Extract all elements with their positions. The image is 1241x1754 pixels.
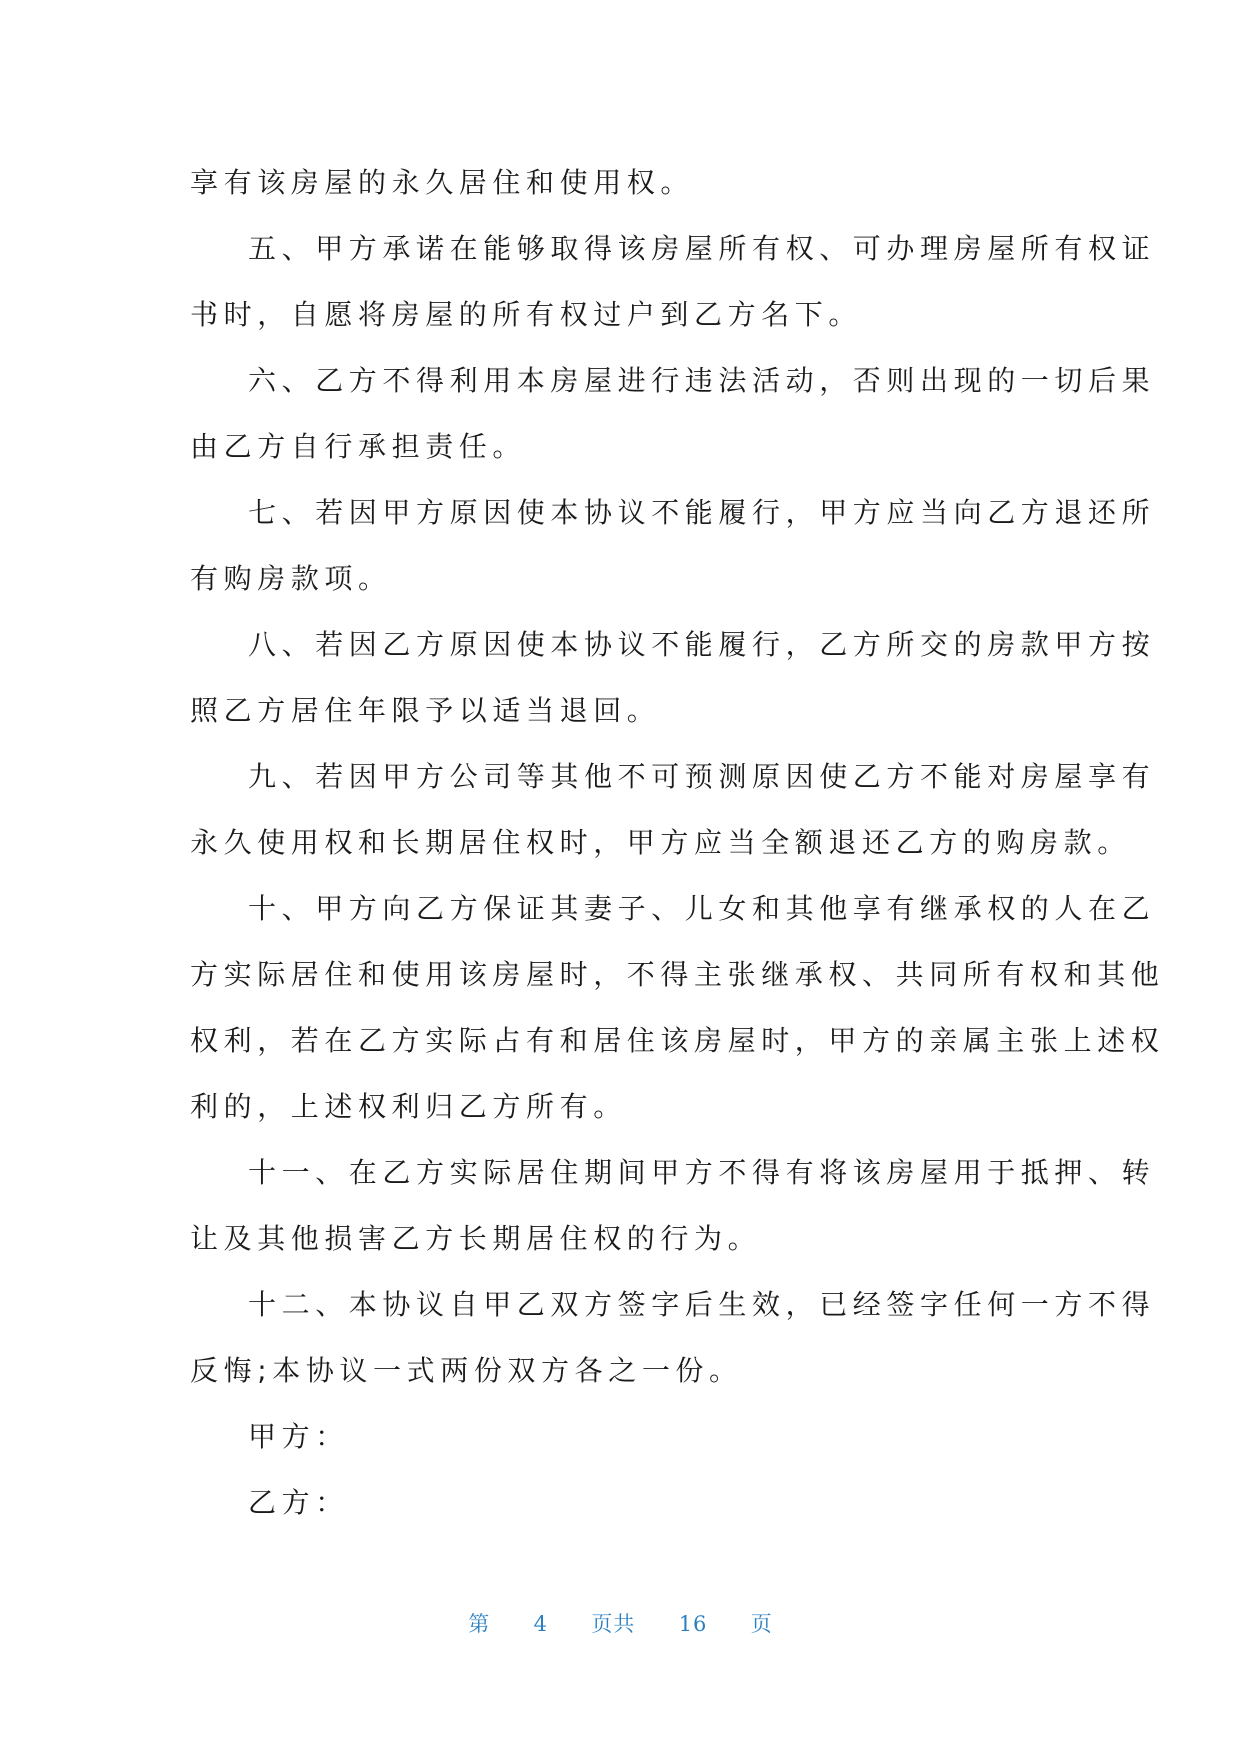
paragraph-clause-7 xyxy=(190,480,1156,612)
text-line: 九、若因甲方公司等其他不可预测原因使乙方不能对房屋享有 xyxy=(248,760,1156,793)
paragraph-clause-11 xyxy=(190,1140,1156,1272)
text-line: 有购房款项。 xyxy=(190,562,392,595)
text-line: 永久使用权和长期居住权时，甲方应当全额退还乙方的购房款。 xyxy=(190,826,1131,859)
paragraph-clause-5 xyxy=(190,216,1156,348)
text-line: 利的，上述权利归乙方所有。 xyxy=(190,1090,627,1123)
text-line: 八、若因乙方原因使本协议不能履行，乙方所交的房款甲方按 xyxy=(248,628,1156,661)
paragraph-clause-9 xyxy=(190,744,1156,876)
text-line: 由乙方自行承担责任。 xyxy=(190,430,527,463)
text-line: 十、甲方向乙方保证其妻子、儿女和其他享有继承权的人在乙 xyxy=(248,892,1156,925)
text-line: 权利，若在乙方实际占有和居住该房屋时，甲方的亲属主张上述权 xyxy=(190,1024,1165,1057)
text-line: 六、乙方不得利用本房屋进行违法活动，否则出现的一切后果 xyxy=(248,364,1156,397)
footer-suffix: 页 xyxy=(750,1612,773,1636)
party-b-label: 乙方： xyxy=(248,1486,349,1519)
paragraph-continuation xyxy=(190,150,1040,216)
footer-total-pages: 16 xyxy=(678,1612,708,1636)
text-line: 反悔;本协议一式两份双方各之一份。 xyxy=(190,1354,743,1387)
text-line: 书时，自愿将房屋的所有权过户到乙方名下。 xyxy=(190,298,863,331)
text-line: 方实际居住和使用该房屋时，不得主张继承权、共同所有权和其他 xyxy=(190,958,1165,991)
signature-party-b xyxy=(190,1470,1040,1536)
signature-party-a xyxy=(190,1404,1040,1470)
text-line: 照乙方居住年限予以适当退回。 xyxy=(190,694,661,727)
footer-page-number: 4 xyxy=(533,1612,548,1636)
text-line: 十一、在乙方实际居住期间甲方不得有将该房屋用于抵押、转 xyxy=(248,1156,1156,1189)
page-footer xyxy=(0,1608,1241,1638)
paragraph-clause-10 xyxy=(190,876,1165,1140)
document-body xyxy=(190,150,1165,1536)
footer-middle: 页共 xyxy=(591,1612,636,1636)
paragraph-clause-12 xyxy=(190,1272,1156,1404)
footer-prefix: 第 xyxy=(468,1612,491,1636)
text-line: 让及其他损害乙方长期居住权的行为。 xyxy=(190,1222,762,1255)
text-line: 五、甲方承诺在能够取得该房屋所有权、可办理房屋所有权证 xyxy=(248,232,1156,265)
text-line: 享有该房屋的永久居住和使用权。 xyxy=(190,166,695,199)
text-line: 十二、本协议自甲乙双方签字后生效，已经签字任何一方不得 xyxy=(248,1288,1156,1321)
paragraph-clause-6 xyxy=(190,348,1156,480)
text-line: 七、若因甲方原因使本协议不能履行，甲方应当向乙方退还所 xyxy=(248,496,1156,529)
party-a-label: 甲方： xyxy=(248,1420,349,1453)
paragraph-clause-8 xyxy=(190,612,1156,744)
